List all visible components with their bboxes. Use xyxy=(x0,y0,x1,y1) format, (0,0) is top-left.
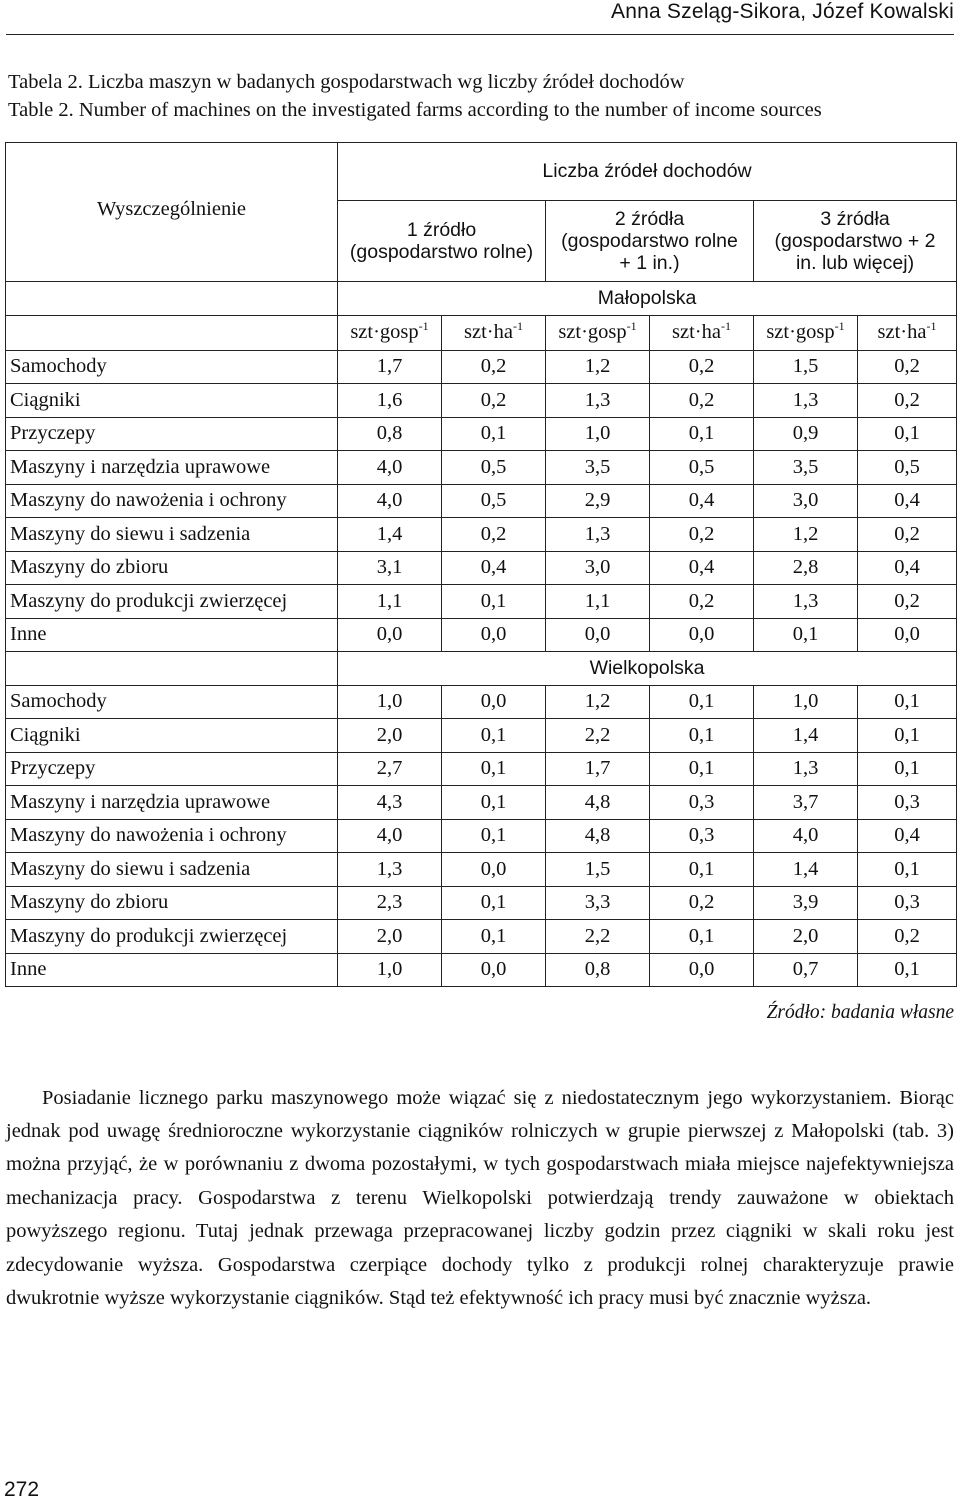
unit-base: szt·gosp xyxy=(766,321,835,343)
value-cell: 1,4 xyxy=(754,719,858,753)
value-cell: 0,1 xyxy=(442,417,546,451)
value-cell: 2,0 xyxy=(338,920,442,954)
value-cell: 0,1 xyxy=(442,786,546,820)
value-cell: 0,2 xyxy=(858,384,957,418)
region-row-spacer xyxy=(6,652,338,686)
value-cell: 0,5 xyxy=(858,451,957,485)
value-cell: 0,0 xyxy=(442,618,546,652)
region-row-spacer xyxy=(6,282,338,316)
table-row xyxy=(6,618,957,652)
table-row xyxy=(6,719,957,753)
row-label: Inne xyxy=(6,953,338,987)
source-header-line: (gospodarstwo rolne) xyxy=(349,241,534,263)
value-cell: 0,2 xyxy=(650,518,754,552)
region-row xyxy=(6,282,957,316)
source-header-2 xyxy=(546,201,754,282)
value-cell: 1,2 xyxy=(754,518,858,552)
table-row xyxy=(6,819,957,853)
row-label: Maszyny do zbioru xyxy=(6,886,338,920)
unit-base: szt·gosp xyxy=(350,321,419,343)
source-header-line: (gospodarstwo + 2 xyxy=(774,230,936,252)
page-number: 272 xyxy=(4,1478,40,1501)
value-cell: 0,1 xyxy=(650,920,754,954)
value-cell: 0,2 xyxy=(858,350,957,384)
value-cell: 1,0 xyxy=(546,417,650,451)
value-cell: 0,2 xyxy=(442,384,546,418)
value-cell: 1,0 xyxy=(338,685,442,719)
value-cell: 4,0 xyxy=(338,484,442,518)
value-cell: 1,3 xyxy=(754,585,858,619)
unit-exponent: -1 xyxy=(834,319,845,333)
value-cell: 1,5 xyxy=(754,350,858,384)
value-cell: 0,1 xyxy=(650,853,754,887)
value-cell: 1,0 xyxy=(338,953,442,987)
source-header-line: (gospodarstwo rolne xyxy=(561,230,738,252)
table-caption-pl: Tabela 2. Liczba maszyn w badanych gospodarstwach wg liczby źródeł dochodów xyxy=(8,71,685,93)
value-cell: 0,0 xyxy=(650,953,754,987)
value-cell: 4,0 xyxy=(754,819,858,853)
unit-header xyxy=(546,315,650,350)
unit-row-spacer xyxy=(6,315,338,350)
value-cell: 0,1 xyxy=(650,719,754,753)
table-row xyxy=(6,417,957,451)
value-cell: 0,3 xyxy=(858,886,957,920)
row-label: Przyczepy xyxy=(6,752,338,786)
value-cell: 1,4 xyxy=(754,853,858,887)
row-label: Maszyny do produkcji zwierzęcej xyxy=(6,920,338,954)
region-row xyxy=(6,652,957,686)
value-cell: 0,4 xyxy=(858,484,957,518)
value-cell: 0,0 xyxy=(650,618,754,652)
value-cell: 2,3 xyxy=(338,886,442,920)
table-row xyxy=(6,786,957,820)
region-name: Wielkopolska xyxy=(338,652,957,686)
value-cell: 1,3 xyxy=(338,853,442,887)
value-cell: 1,3 xyxy=(754,752,858,786)
value-cell: 0,2 xyxy=(650,350,754,384)
value-cell: 4,8 xyxy=(546,819,650,853)
value-cell: 0,0 xyxy=(858,618,957,652)
value-cell: 2,8 xyxy=(754,551,858,585)
table-row xyxy=(6,551,957,585)
value-cell: 0,0 xyxy=(442,685,546,719)
row-label: Maszyny do zbioru xyxy=(6,551,338,585)
unit-header xyxy=(754,315,858,350)
value-cell: 1,4 xyxy=(338,518,442,552)
value-cell: 0,0 xyxy=(442,953,546,987)
value-cell: 0,4 xyxy=(650,551,754,585)
source-header-line: 2 źródła xyxy=(614,208,685,230)
table-row xyxy=(6,585,957,619)
value-cell: 3,1 xyxy=(338,551,442,585)
row-label: Ciągniki xyxy=(6,719,338,753)
value-cell: 3,9 xyxy=(754,886,858,920)
value-cell: 0,1 xyxy=(858,853,957,887)
table-row xyxy=(6,920,957,954)
value-cell: 4,0 xyxy=(338,819,442,853)
value-cell: 3,0 xyxy=(546,551,650,585)
unit-base: szt·gosp xyxy=(558,321,627,343)
row-label: Maszyny do nawożenia i ochrony xyxy=(6,819,338,853)
row-label: Samochody xyxy=(6,350,338,384)
unit-header xyxy=(442,315,546,350)
value-cell: 0,0 xyxy=(442,853,546,887)
row-label: Maszyny do produkcji zwierzęcej xyxy=(6,585,338,619)
table-row xyxy=(6,685,957,719)
value-cell: 1,2 xyxy=(546,685,650,719)
table-row xyxy=(6,484,957,518)
value-cell: 2,2 xyxy=(546,719,650,753)
value-cell: 1,1 xyxy=(338,585,442,619)
unit-base: szt·ha xyxy=(464,321,513,343)
value-cell: 0,1 xyxy=(858,417,957,451)
row-label: Maszyny i narzędzia uprawowe xyxy=(6,451,338,485)
row-label: Maszyny i narzędzia uprawowe xyxy=(6,786,338,820)
value-cell: 1,3 xyxy=(546,384,650,418)
unit-base: szt·ha xyxy=(672,321,721,343)
header-rule xyxy=(6,34,954,35)
value-cell: 1,7 xyxy=(546,752,650,786)
value-cell: 0,8 xyxy=(338,417,442,451)
value-cell: 0,2 xyxy=(650,886,754,920)
unit-exponent: -1 xyxy=(626,319,637,333)
value-cell: 0,1 xyxy=(650,685,754,719)
value-cell: 0,2 xyxy=(650,384,754,418)
row-label: Inne xyxy=(6,618,338,652)
value-cell: 0,1 xyxy=(858,685,957,719)
value-cell: 0,4 xyxy=(650,484,754,518)
value-cell: 0,1 xyxy=(858,953,957,987)
value-cell: 1,5 xyxy=(546,853,650,887)
unit-row xyxy=(6,315,957,350)
value-cell: 0,1 xyxy=(858,752,957,786)
value-cell: 1,1 xyxy=(546,585,650,619)
value-cell: 0,1 xyxy=(442,920,546,954)
value-cell: 1,6 xyxy=(338,384,442,418)
table-row xyxy=(6,518,957,552)
value-cell: 0,1 xyxy=(754,618,858,652)
column-group-header: Liczba źródeł dochodów xyxy=(338,143,957,201)
source-header-line: 3 źródła xyxy=(820,208,890,230)
value-cell: 4,8 xyxy=(546,786,650,820)
column-header-description: Wyszczególnienie xyxy=(6,143,338,282)
value-cell: 0,1 xyxy=(650,752,754,786)
unit-base: szt·ha xyxy=(877,321,927,343)
row-label: Samochody xyxy=(6,685,338,719)
row-label: Maszyny do siewu i sadzenia xyxy=(6,853,338,887)
table-row xyxy=(6,752,957,786)
table-row xyxy=(6,953,957,987)
unit-header xyxy=(858,315,957,350)
value-cell: 2,2 xyxy=(546,920,650,954)
value-cell: 4,0 xyxy=(338,451,442,485)
value-cell: 0,1 xyxy=(858,719,957,753)
value-cell: 1,3 xyxy=(754,384,858,418)
value-cell: 0,2 xyxy=(650,585,754,619)
running-head: Anna Szeląg-Sikora, Józef Kowalski xyxy=(611,0,954,23)
value-cell: 0,5 xyxy=(442,451,546,485)
body-paragraph: Posiadanie licznego parku maszynowego może wiązać się z niedostatecznym jego wykorzystaniem. Biorąc jednak pod uwagę średnioroczne wykorzystanie ciągników rolniczych w grupie pierwszej z Małopolski (tab. 3) można przyjąć, że w porównaniu z dwoma pozostałymi, w tych gospodarstwach miała miejsce najefektywniejsza mechanizacja pracy. Gospodarstwa z terenu Wielkopolski potwierdzają trendy zauważone w obiektach powyższego regionu. Tutaj jednak przewaga przepracowanej liczby godzin przez ciągniki w skali roku jest zdecydowanie wyższa. Gospodarstwa czerpiące dochody tylko z produkcji rolnej charakteryzuje prawie dwukrotnie wyższe wykorzystanie ciągników. Stąd też efektywność ich pracy musi być znacznie wyższa. xyxy=(6,1086,954,1309)
value-cell: 3,7 xyxy=(754,786,858,820)
value-cell: 1,0 xyxy=(754,685,858,719)
value-cell: 0,9 xyxy=(754,417,858,451)
value-cell: 0,4 xyxy=(858,551,957,585)
value-cell: 0,5 xyxy=(650,451,754,485)
value-cell: 2,9 xyxy=(546,484,650,518)
source-header-1 xyxy=(338,201,546,282)
unit-exponent: -1 xyxy=(512,319,523,333)
value-cell: 3,5 xyxy=(546,451,650,485)
value-cell: 0,1 xyxy=(442,585,546,619)
table-row xyxy=(6,451,957,485)
unit-exponent: -1 xyxy=(926,319,937,333)
value-cell: 1,7 xyxy=(338,350,442,384)
unit-header xyxy=(650,315,754,350)
value-cell: 2,0 xyxy=(338,719,442,753)
value-cell: 0,7 xyxy=(754,953,858,987)
region-name: Małopolska xyxy=(338,282,957,316)
value-cell: 0,2 xyxy=(442,518,546,552)
table-source: Źródło: badania własne xyxy=(766,1002,954,1023)
value-cell: 0,4 xyxy=(858,819,957,853)
machines-table xyxy=(5,142,957,987)
value-cell: 1,2 xyxy=(546,350,650,384)
table-row xyxy=(6,886,957,920)
table-row xyxy=(6,853,957,887)
value-cell: 0,3 xyxy=(858,786,957,820)
source-header-line: 1 źródło xyxy=(406,219,477,241)
unit-exponent: -1 xyxy=(418,319,429,333)
value-cell: 0,1 xyxy=(650,417,754,451)
value-cell: 3,3 xyxy=(546,886,650,920)
value-cell: 0,1 xyxy=(442,886,546,920)
value-cell: 0,5 xyxy=(442,484,546,518)
value-cell: 1,3 xyxy=(546,518,650,552)
value-cell: 0,2 xyxy=(858,920,957,954)
value-cell: 3,0 xyxy=(754,484,858,518)
unit-header xyxy=(338,315,442,350)
table-row xyxy=(6,384,957,418)
value-cell: 0,3 xyxy=(650,786,754,820)
source-header-3 xyxy=(754,201,957,282)
value-cell: 2,0 xyxy=(754,920,858,954)
value-cell: 0,2 xyxy=(858,585,957,619)
value-cell: 0,0 xyxy=(338,618,442,652)
value-cell: 3,5 xyxy=(754,451,858,485)
unit-exponent: -1 xyxy=(720,319,731,333)
value-cell: 0,1 xyxy=(442,752,546,786)
value-cell: 2,7 xyxy=(338,752,442,786)
row-label: Maszyny do nawożenia i ochrony xyxy=(6,484,338,518)
value-cell: 4,3 xyxy=(338,786,442,820)
source-header-line: in. lub więcej) xyxy=(795,252,915,274)
value-cell: 0,0 xyxy=(546,618,650,652)
row-label: Maszyny do siewu i sadzenia xyxy=(6,518,338,552)
source-header-line: + 1 in.) xyxy=(619,252,680,274)
value-cell: 0,3 xyxy=(650,819,754,853)
table-caption-en: Table 2. Number of machines on the investigated farms according to the number of income sources xyxy=(8,99,822,121)
value-cell: 0,1 xyxy=(442,819,546,853)
value-cell: 0,4 xyxy=(442,551,546,585)
table-row xyxy=(6,350,957,384)
value-cell: 0,2 xyxy=(858,518,957,552)
row-label: Przyczepy xyxy=(6,417,338,451)
value-cell: 0,1 xyxy=(442,719,546,753)
value-cell: 0,8 xyxy=(546,953,650,987)
value-cell: 0,2 xyxy=(442,350,546,384)
row-label: Ciągniki xyxy=(6,384,338,418)
